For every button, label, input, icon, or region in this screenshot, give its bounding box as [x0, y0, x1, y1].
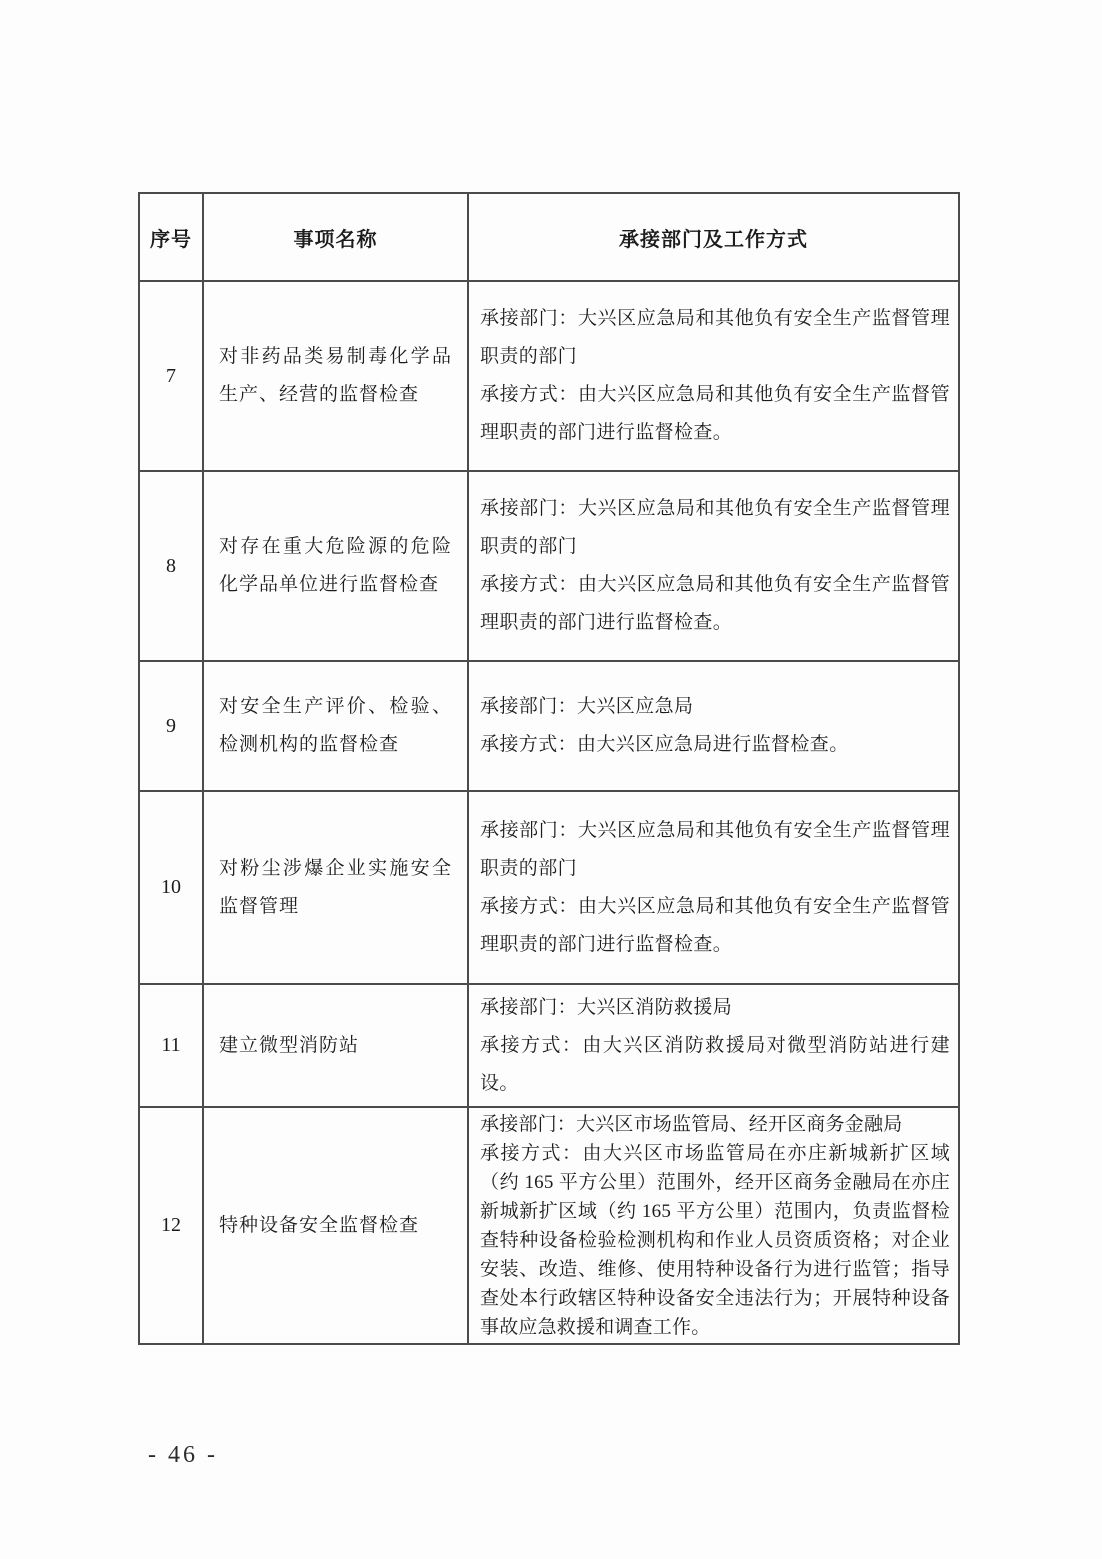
method-line: 承接方式：由大兴区应急局和其他负有安全生产监督管理职责的部门进行监督检查。 [480, 895, 950, 955]
table-row [139, 281, 959, 471]
method-line: 承接方式：由大兴区应急局和其他负有安全生产监督管理职责的部门进行监督检查。 [480, 574, 950, 633]
method-line: 承接方式：由大兴区应急局和其他负有安全生产监督管理职责的部门进行监督检查。 [480, 384, 950, 443]
item-detail [468, 984, 959, 1107]
dept-line: 承接部门：大兴区应急局和其他负有安全生产监督管理职责的部门 [480, 819, 950, 879]
dept-line: 承接部门：大兴区应急局和其他负有安全生产监督管理职责的部门 [480, 498, 950, 557]
table-row [139, 661, 959, 791]
table-row [139, 1107, 959, 1344]
item-detail [468, 661, 959, 791]
item-detail [468, 1107, 959, 1344]
row-number: 10 [139, 791, 203, 984]
row-number: 7 [139, 281, 203, 471]
item-detail [468, 471, 959, 661]
item-name: 特种设备安全监督检查 [203, 1107, 468, 1344]
dept-line: 承接部门：大兴区市场监管局、经开区商务金融局 [480, 1113, 903, 1135]
row-number: 9 [139, 661, 203, 791]
item-name: 对安全生产评价、检验、检测机构的监督检查 [203, 661, 468, 791]
table-header [139, 193, 959, 281]
dept-line: 承接部门：大兴区消防救援局 [480, 996, 733, 1018]
header-row [139, 193, 959, 281]
method-line: 承接方式：由大兴区消防救援局对微型消防站进行建设。 [480, 1034, 950, 1094]
items-table [138, 192, 960, 1345]
item-name: 对粉尘涉爆企业实施安全监督管理 [203, 791, 468, 984]
header-cell-item-name: 事项名称 [203, 193, 468, 281]
dept-line: 承接部门：大兴区应急局 [480, 696, 694, 717]
dept-line: 承接部门：大兴区应急局和其他负有安全生产监督管理职责的部门 [480, 308, 950, 367]
table-row [139, 471, 959, 661]
method-line: 承接方式：由大兴区应急局进行监督检查。 [480, 734, 849, 755]
header-cell-department: 承接部门及工作方式 [468, 193, 959, 281]
item-name: 建立微型消防站 [203, 984, 468, 1107]
table-row [139, 791, 959, 984]
page-number: - 46 - [148, 1442, 218, 1468]
row-number: 12 [139, 1107, 203, 1344]
item-name: 对存在重大危险源的危险化学品单位进行监督检查 [203, 471, 468, 661]
method-line: 承接方式：由大兴区市场监管局在亦庄新城新扩区域（约 165 平方公里）范围外，经开区商务金融局在亦庄新城新扩区域（约 165 平方公里）范围内，负责监督检查特种设备检验检测机构和作业人员资质资格；对企业安装、改造、维修、使用特种设备行为进行监管；指导查处本行政辖区特种设备安全违法行为；开展特种设备事故应急救援和调查工作。 [480, 1142, 950, 1338]
item-detail [468, 791, 959, 984]
header-cell-number: 序号 [139, 193, 203, 281]
item-detail [468, 281, 959, 471]
row-number: 8 [139, 471, 203, 661]
item-name: 对非药品类易制毒化学品生产、经营的监督检查 [203, 281, 468, 471]
table-row [139, 984, 959, 1107]
row-number: 11 [139, 984, 203, 1107]
